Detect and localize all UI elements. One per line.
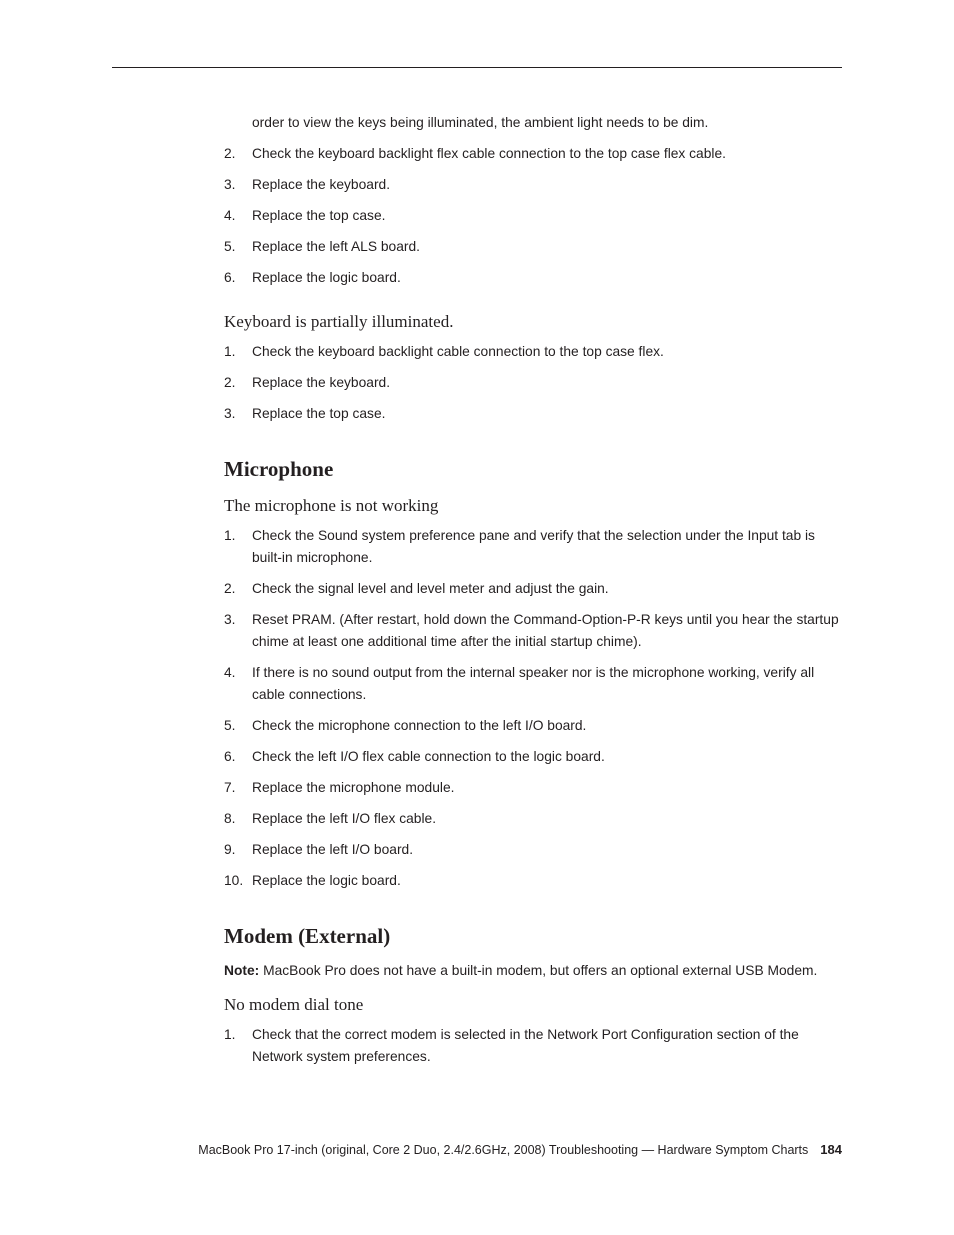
list-item-number: 8. bbox=[224, 811, 236, 826]
list-item-number: 1. bbox=[224, 1027, 236, 1042]
list-item-number: 6. bbox=[224, 270, 236, 285]
list-item-text: Check the left I/O flex cable connection to the logic board. bbox=[252, 749, 605, 764]
list-item-text: Replace the top case. bbox=[252, 406, 386, 421]
list-item-text: Check that the correct modem is selected in the Network Port Configuration section of the Network system preferences. bbox=[252, 1027, 799, 1064]
list-item-number: 4. bbox=[224, 665, 236, 680]
list-item-text: Replace the left ALS board. bbox=[252, 239, 420, 254]
list-item bbox=[224, 839, 842, 861]
list-item-text: order to view the keys being illuminated, the ambient light needs to be dim. bbox=[252, 115, 709, 130]
list-item-number: 6. bbox=[224, 749, 236, 764]
list-item bbox=[224, 578, 842, 600]
list-item-text: Replace the keyboard. bbox=[252, 375, 391, 390]
list-item-text: Replace the logic board. bbox=[252, 270, 401, 285]
list-item-number: 10. bbox=[224, 873, 244, 888]
list-item-text: If there is no sound output from the internal speaker nor is the microphone working, verify all cable connections. bbox=[252, 665, 815, 702]
note-label: Note: bbox=[224, 963, 260, 978]
list-item-number: 3. bbox=[224, 612, 236, 627]
footer-title: MacBook Pro 17-inch (original, Core 2 Duo, 2.4/2.6GHz, 2008) Troubleshooting — Hardware Symptom Charts bbox=[198, 1143, 809, 1157]
header-rule bbox=[112, 67, 842, 68]
page-footer bbox=[198, 1141, 842, 1159]
list-item-number: 2. bbox=[224, 581, 236, 596]
list-item-number: 1. bbox=[224, 528, 236, 543]
list-item-number: 3. bbox=[224, 177, 236, 192]
list-item-text: Replace the logic board. bbox=[252, 873, 401, 888]
list-item-number: 9. bbox=[224, 842, 236, 857]
list-item-text: Check the keyboard backlight cable connection to the top case flex. bbox=[252, 344, 664, 359]
list-item-text: Check the Sound system preference pane and verify that the selection under the Input tab is built-in microphone. bbox=[252, 528, 815, 565]
subsection-title-microphone: The microphone is not working bbox=[224, 496, 439, 515]
list-item bbox=[224, 174, 842, 196]
list-item-text: Reset PRAM. (After restart, hold down the Command-Option-P-R keys until you hear the startup chime at least one additional time after the initial startup chime). bbox=[252, 612, 839, 649]
list-item bbox=[224, 341, 842, 363]
page-content bbox=[224, 112, 842, 1077]
page-number: 184 bbox=[820, 1142, 842, 1157]
list-item bbox=[224, 372, 842, 394]
list-item-number: 5. bbox=[224, 239, 236, 254]
list-item-continuation bbox=[224, 112, 842, 134]
list-item-number: 1. bbox=[224, 344, 236, 359]
list-item-number: 5. bbox=[224, 718, 236, 733]
list-item bbox=[224, 662, 842, 706]
list-item-text: Check the signal level and level meter and adjust the gain. bbox=[252, 581, 609, 596]
list-item-number: 4. bbox=[224, 208, 236, 223]
list-item-text: Check the keyboard backlight flex cable connection to the top case flex cable. bbox=[252, 146, 726, 161]
list-item-text: Replace the top case. bbox=[252, 208, 386, 223]
list-item-text: Replace the keyboard. bbox=[252, 177, 391, 192]
list-item bbox=[224, 143, 842, 165]
note-paragraph bbox=[224, 960, 842, 982]
list-item bbox=[224, 403, 842, 425]
subsection-title-modem: No modem dial tone bbox=[224, 995, 364, 1014]
list-item bbox=[224, 777, 842, 799]
list-item bbox=[224, 1024, 842, 1068]
list-item bbox=[224, 267, 842, 289]
section-heading-modem: Modem (External) bbox=[224, 924, 391, 948]
list-item bbox=[224, 525, 842, 569]
list-item-text: Check the microphone connection to the left I/O board. bbox=[252, 718, 587, 733]
note-text: MacBook Pro does not have a built-in modem, but offers an optional external USB Modem. bbox=[259, 963, 818, 978]
list-item bbox=[224, 715, 842, 737]
list-item bbox=[224, 870, 842, 892]
list-item-number: 3. bbox=[224, 406, 236, 421]
list-item bbox=[224, 609, 842, 653]
list-item-text: Replace the microphone module. bbox=[252, 780, 455, 795]
list-item-text: Replace the left I/O flex cable. bbox=[252, 811, 437, 826]
list-item-number: 7. bbox=[224, 780, 236, 795]
list-item bbox=[224, 808, 842, 830]
list-item bbox=[224, 746, 842, 768]
list-item-number: 2. bbox=[224, 146, 236, 161]
list-item bbox=[224, 236, 842, 258]
list-item bbox=[224, 205, 842, 227]
list-item-number: 2. bbox=[224, 375, 236, 390]
section-heading-microphone: Microphone bbox=[224, 457, 334, 481]
list-item-text: Replace the left I/O board. bbox=[252, 842, 414, 857]
subsection-title-keyboard-partial: Keyboard is partially illuminated. bbox=[224, 312, 454, 331]
